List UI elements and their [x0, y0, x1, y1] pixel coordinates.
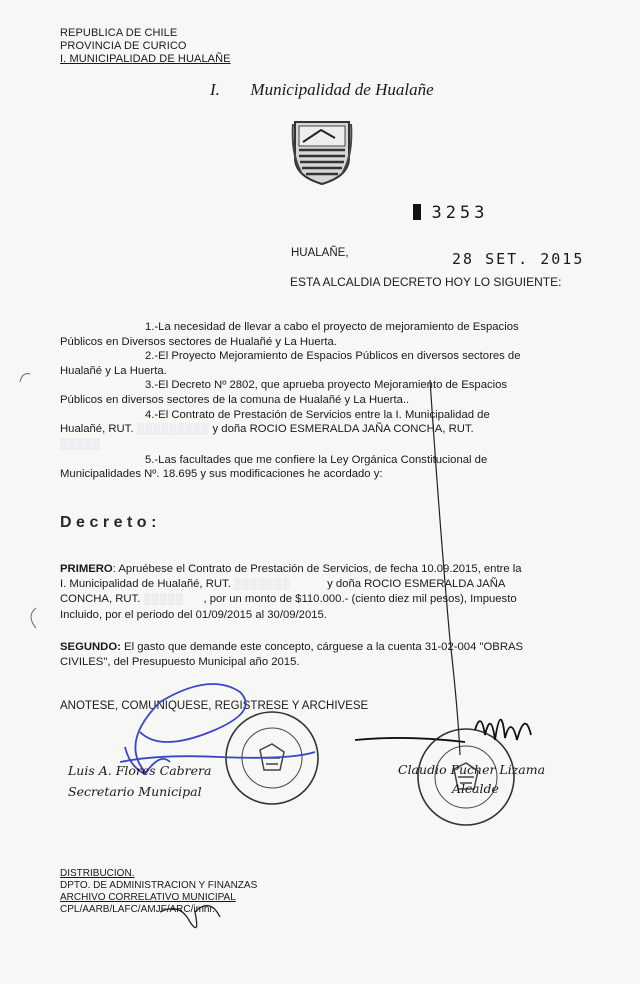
mayor-name: Claudio Pucher Lizama: [398, 762, 546, 777]
page-title: [210, 80, 434, 100]
considerando-1: 1.-La necesidad de llevar a cabo el proyecto de mejoramiento de Espacios: [145, 321, 519, 333]
redacted-field: ░░░░░: [60, 438, 101, 450]
distribution-line2: ARCHIVO CORRELATIVO MUNICIPAL: [60, 892, 236, 903]
considerando-1-cont: Públicos en Diversos sectores de Hualañé y La Huerta.: [60, 335, 337, 348]
distribution-line1: DPTO. DE ADMINISTRACION Y FINANZAS: [60, 880, 258, 891]
primero-line3b: , por un monto de $110.000.- (ciento diez mil pesos), Impuesto: [203, 593, 517, 606]
primero-line2a: I. Municipalidad de Hualañé, RUT.: [60, 577, 231, 590]
considerando-3-cont: Públicos en diversos sectores de la comuna de Hualañé y La Huerta..: [60, 393, 410, 406]
decree-date: 28 SET. 2015: [452, 250, 585, 268]
margin-mark-icon: [18, 370, 32, 389]
considerando-2: 2.-El Proyecto Mejoramiento de Espacios Públicos en diversos sectores de: [145, 350, 521, 363]
secretary-signature-icon: [100, 672, 330, 797]
primero-line1: : Apruébese el Contrato de Prestación de Servicios, de fecha 10.09.2015, entre la: [112, 563, 522, 575]
considerando-4: 4.-El Contrato de Prestación de Servicios entre la I. Municipalidad de: [145, 408, 490, 421]
considerando-5: 5.-Las facultades que me confiere la Ley Orgánica Constitucional de: [145, 453, 488, 466]
intro-line: ESTA ALCALDIA DECRETO HOY LO SIGUIENTE:: [290, 275, 562, 289]
title-prefix: I.: [210, 80, 220, 99]
considerando-4-party: y doña ROCIO ESMERALDA JAÑA CONCHA, RUT.: [212, 423, 474, 436]
article-primero: [60, 562, 588, 622]
redacted-field: ░░░░░: [143, 594, 184, 606]
header-country: REPUBLICA DE CHILE: [60, 27, 178, 39]
decreto-heading: Decreto:: [60, 514, 161, 531]
article-segundo: [60, 640, 588, 669]
primero-line2b: y doña ROCIO ESMERALDA JAÑA: [327, 577, 506, 590]
considerando-4-rut-label: Hualañé, RUT.: [60, 423, 134, 436]
considerando-5-cont: Municipalidades Nº. 18.695 y sus modificaciones he acordado y:: [60, 468, 383, 481]
secretary-name: Luis A. Flores Cabrera: [68, 763, 212, 778]
distribution-scribble-icon: [150, 892, 230, 947]
header-municipality: I. MUNICIPALIDAD DE HUALAÑE: [60, 53, 231, 65]
primero-line4: Incluido, por el periodo del 01/09/2015 al 30/09/2015.: [60, 608, 327, 621]
place-label: HUALAÑE,: [291, 247, 349, 259]
considerando-3: 3.-El Decreto Nº 2802, que aprueba proyecto Mejoramiento de Espacios: [145, 379, 508, 392]
margin-mark-icon: [24, 606, 40, 635]
margin-check-icon: [420, 380, 480, 765]
coat-of-arms-icon: [291, 114, 353, 191]
segundo-line1: El gasto que demande este concepto, cárguese a la cuenta 31-02-004 "OBRAS: [120, 641, 524, 653]
distribution-line3: CPL/AARB/LAFC/AMJF/ARC/imnr.: [60, 904, 216, 915]
distribution-heading: DISTRIBUCION.: [60, 868, 135, 879]
segundo-label: SEGUNDO:: [60, 641, 121, 653]
header: [60, 27, 231, 66]
considerando-4-cont: [60, 422, 596, 438]
secretary-title: Secretario Municipal: [68, 784, 202, 799]
redacted-field: ░░░░░░░: [233, 578, 291, 590]
header-province: PROVINCIA DE CURICO: [60, 40, 187, 52]
considerando-2-cont: Hualañé y La Huerta.: [60, 364, 167, 377]
closing-line: ANOTESE, COMUNIQUESE, REGISTRESE Y ARCHIVESE: [60, 700, 369, 712]
considerandos: [60, 320, 596, 482]
primero-label: PRIMERO: [60, 563, 113, 575]
mayor-title: Alcalde: [452, 781, 499, 796]
title-name: Municipalidad de Hualañe: [250, 80, 434, 99]
decree-number: 3253: [413, 203, 488, 223]
primero-line3a: CONCHA, RUT.: [60, 593, 141, 606]
redacted-field: ░░░░░░░░░: [136, 424, 210, 436]
segundo-line2: CIVILES", del Presupuesto Municipal año 2015.: [60, 655, 300, 668]
